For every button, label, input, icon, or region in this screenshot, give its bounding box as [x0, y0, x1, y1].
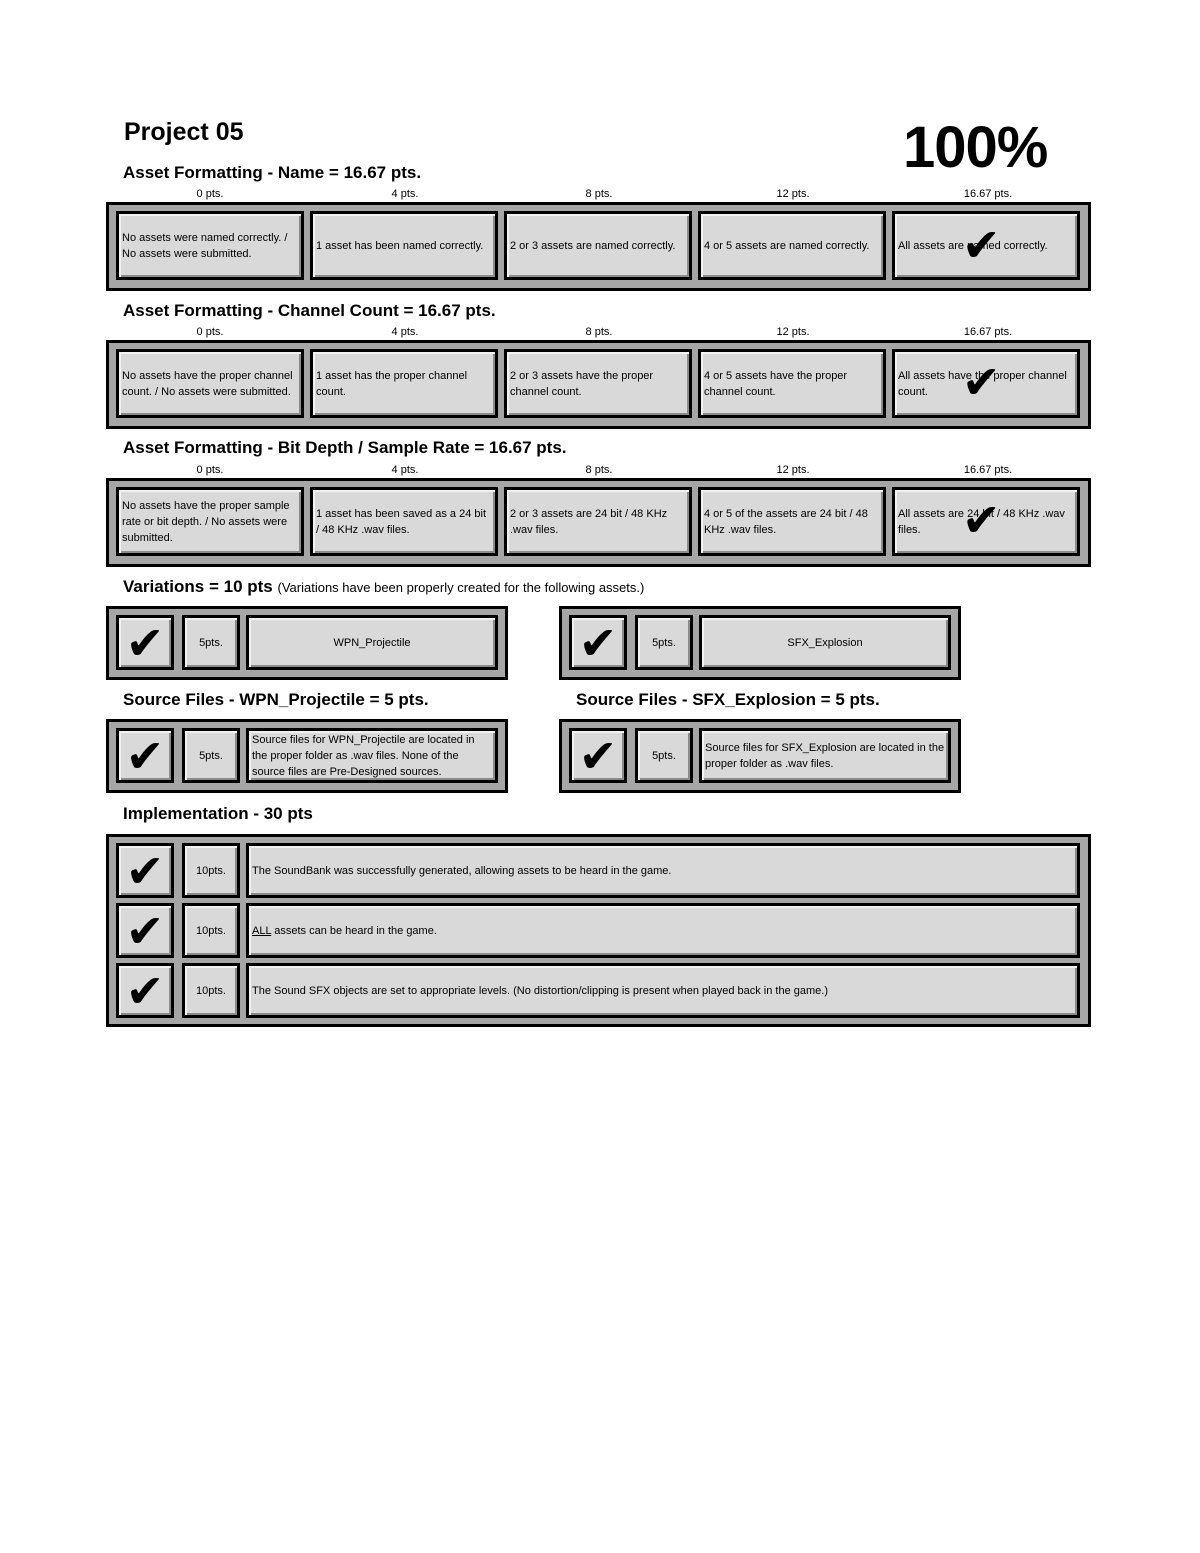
- points-label: 16.67 pts.: [963, 464, 1013, 476]
- project-title: Project 05: [124, 118, 244, 146]
- source-text-cell: Source files for WPN_Projectile are located in the proper folder as .wav files. None of the source files are Pre-Designed sources.: [246, 728, 498, 783]
- rubric-cell: 1 asset has the proper channel count.: [310, 349, 498, 418]
- check-mark-icon: ✔: [962, 218, 1001, 272]
- implementation-text-cell: The Sound SFX objects are set to appropriate levels. (No distortion/clipping is present when played back in the game.): [246, 963, 1080, 1018]
- check-mark-icon: ✔: [125, 843, 165, 898]
- rubric-heading-channel: Asset Formatting - Channel Count = 16.67 pts.: [123, 301, 496, 320]
- points-cell: 5pts.: [182, 728, 240, 783]
- check-cell: [116, 963, 174, 1018]
- check-cell: [116, 728, 174, 783]
- check-mark-icon: ✔: [125, 615, 165, 670]
- rubric-cell: 1 asset has been named correctly.: [310, 211, 498, 280]
- points-label: 0 pts.: [196, 188, 224, 200]
- points-cell: 5pts.: [635, 615, 693, 670]
- rubric-cell: 2 or 3 assets have the proper channel count.: [504, 349, 692, 418]
- rubric-cell: 2 or 3 assets are 24 bit / 48 KHz .wav files.: [504, 487, 692, 556]
- check-cell: [116, 903, 174, 958]
- implementation-text-cell: The SoundBank was successfully generated, allowing assets to be heard in the game.: [246, 843, 1080, 898]
- check-mark-icon: ✔: [578, 728, 618, 783]
- rubric-cell: 4 or 5 assets have the proper channel count.: [698, 349, 886, 418]
- variation-asset-cell: WPN_Projectile: [246, 615, 498, 670]
- points-label: 16.67 pts.: [963, 188, 1013, 200]
- check-cell: [116, 615, 174, 670]
- points-label: 16.67 pts.: [963, 326, 1013, 338]
- points-label: 8 pts.: [585, 464, 613, 476]
- rubric-cell: No assets were named correctly. / No assets were submitted.: [116, 211, 304, 280]
- points-label: 12 pts.: [776, 464, 810, 476]
- rubric-cell: 4 or 5 assets are named correctly.: [698, 211, 886, 280]
- variations-heading: Variations = 10 pts (Variations have been properly created for the following assets.): [123, 577, 645, 596]
- points-cell: 10pts.: [182, 903, 240, 958]
- check-mark-icon: ✔: [125, 903, 165, 958]
- points-label: 4 pts.: [391, 188, 419, 200]
- check-cell: [116, 843, 174, 898]
- check-mark-icon: ✔: [578, 615, 618, 670]
- rubric-cell: 4 or 5 of the assets are 24 bit / 48 KHz .wav files.: [698, 487, 886, 556]
- source-heading-wpn: Source Files - WPN_Projectile = 5 pts.: [123, 690, 429, 709]
- check-cell: [569, 728, 627, 783]
- points-label: 0 pts.: [196, 326, 224, 338]
- points-label: 4 pts.: [391, 464, 419, 476]
- variations-note: (Variations have been properly created for the following assets.): [277, 580, 645, 595]
- check-mark-icon: ✔: [125, 963, 165, 1018]
- source-text-cell: Source files for SFX_Explosion are located in the proper folder as .wav files.: [699, 728, 951, 783]
- implementation-heading: Implementation - 30 pts: [123, 804, 313, 823]
- check-mark-icon: ✔: [125, 728, 165, 783]
- points-label: 8 pts.: [585, 188, 613, 200]
- rubric-cell: No assets have the proper channel count. / No assets were submitted.: [116, 349, 304, 418]
- source-heading-sfx: Source Files - SFX_Explosion = 5 pts.: [576, 690, 880, 709]
- rubric-heading-bitdepth: Asset Formatting - Bit Depth / Sample Rate = 16.67 pts.: [123, 438, 567, 457]
- points-cell: 10pts.: [182, 963, 240, 1018]
- points-label: 8 pts.: [585, 326, 613, 338]
- check-mark-icon: ✔: [962, 355, 1001, 409]
- implementation-text-cell: ALL assets can be heard in the game.: [246, 903, 1080, 958]
- points-cell: 5pts.: [182, 615, 240, 670]
- rubric-cell: No assets have the proper sample rate or bit depth. / No assets were submitted.: [116, 487, 304, 556]
- points-cell: 10pts.: [182, 843, 240, 898]
- rubric-cell: 1 asset has been saved as a 24 bit / 48 KHz .wav files.: [310, 487, 498, 556]
- rubric-heading-name: Asset Formatting - Name = 16.67 pts.: [123, 163, 422, 182]
- score-total: 100%: [903, 115, 1048, 180]
- emphasis-all: ALL: [252, 924, 272, 937]
- points-label: 0 pts.: [196, 464, 224, 476]
- rubric-cell-selected: All assets are 24 bit / 48 KHz .wav files.: [892, 487, 1080, 556]
- rubric-cell: 2 or 3 assets are named correctly.: [504, 211, 692, 280]
- points-label: 12 pts.: [776, 188, 810, 200]
- points-cell: 5pts.: [635, 728, 693, 783]
- check-mark-icon: ✔: [962, 493, 1001, 547]
- rubric-cell-selected: All assets have the proper channel count.: [892, 349, 1080, 418]
- variation-asset-cell: SFX_Explosion: [699, 615, 951, 670]
- rubric-cell-selected: All assets are named correctly.: [892, 211, 1080, 280]
- check-cell: [569, 615, 627, 670]
- points-label: 12 pts.: [776, 326, 810, 338]
- points-label: 4 pts.: [391, 326, 419, 338]
